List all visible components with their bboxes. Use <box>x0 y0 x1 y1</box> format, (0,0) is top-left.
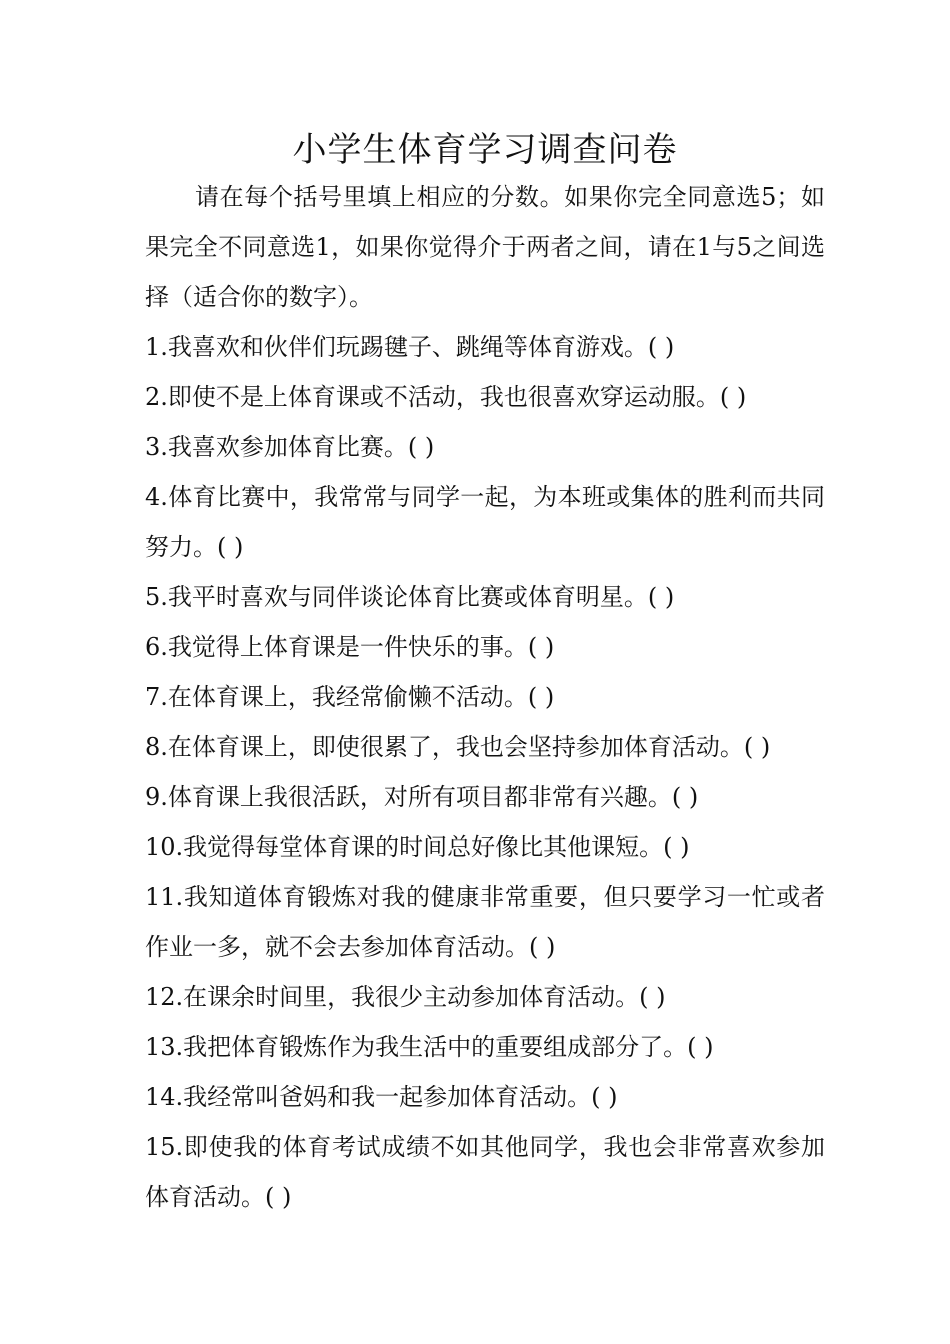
question-item: 1.我喜欢和伙伴们玩踢毽子、跳绳等体育游戏。( ) <box>145 333 675 361</box>
question-item: 7.在体育课上，我经常偷懒不活动。( ) <box>145 683 555 711</box>
question-item: 13.我把体育锻炼作为我生活中的重要组成部分了。( ) <box>145 1033 714 1061</box>
document-body <box>145 172 825 1222</box>
question-item: 5.我平时喜欢与同伴谈论体育比赛或体育明星。( ) <box>145 583 675 611</box>
question-item: 9.体育课上我很活跃，对所有项目都非常有兴趣。( ) <box>145 783 699 811</box>
question-item: 4.体育比赛中，我常常与同学一起，为本班或集体的胜利而共同努力。( ) <box>145 483 825 561</box>
question-item: 15.即使我的体育考试成绩不如其他同学，我也会非常喜欢参加体育活动。( ) <box>145 1133 825 1211</box>
question-item: 11.我知道体育锻炼对我的健康非常重要，但只要学习一忙或者作业一多，就不会去参加体育活动。( ) <box>145 883 825 961</box>
question-item: 12.在课余时间里，我很少主动参加体育活动。( ) <box>145 983 666 1011</box>
question-item: 2.即使不是上体育课或不活动，我也很喜欢穿运动服。( ) <box>145 383 747 411</box>
instructions-paragraph: 请在每个括号里填上相应的分数。如果你完全同意选5；如果完全不同意选1，如果你觉得介于两者之间，请在1与5之间选择（适合你的数字）。 <box>145 183 825 311</box>
question-item: 14.我经常叫爸妈和我一起参加体育活动。( ) <box>145 1083 618 1111</box>
question-item: 8.在体育课上，即使很累了，我也会坚持参加体育活动。( ) <box>145 733 771 761</box>
question-item: 10.我觉得每堂体育课的时间总好像比其他课短。( ) <box>145 833 690 861</box>
question-item: 3.我喜欢参加体育比赛。( ) <box>145 433 435 461</box>
document-title: 小学生体育学习调查问卷 <box>292 130 678 170</box>
question-item: 6.我觉得上体育课是一件快乐的事。( ) <box>145 633 555 661</box>
